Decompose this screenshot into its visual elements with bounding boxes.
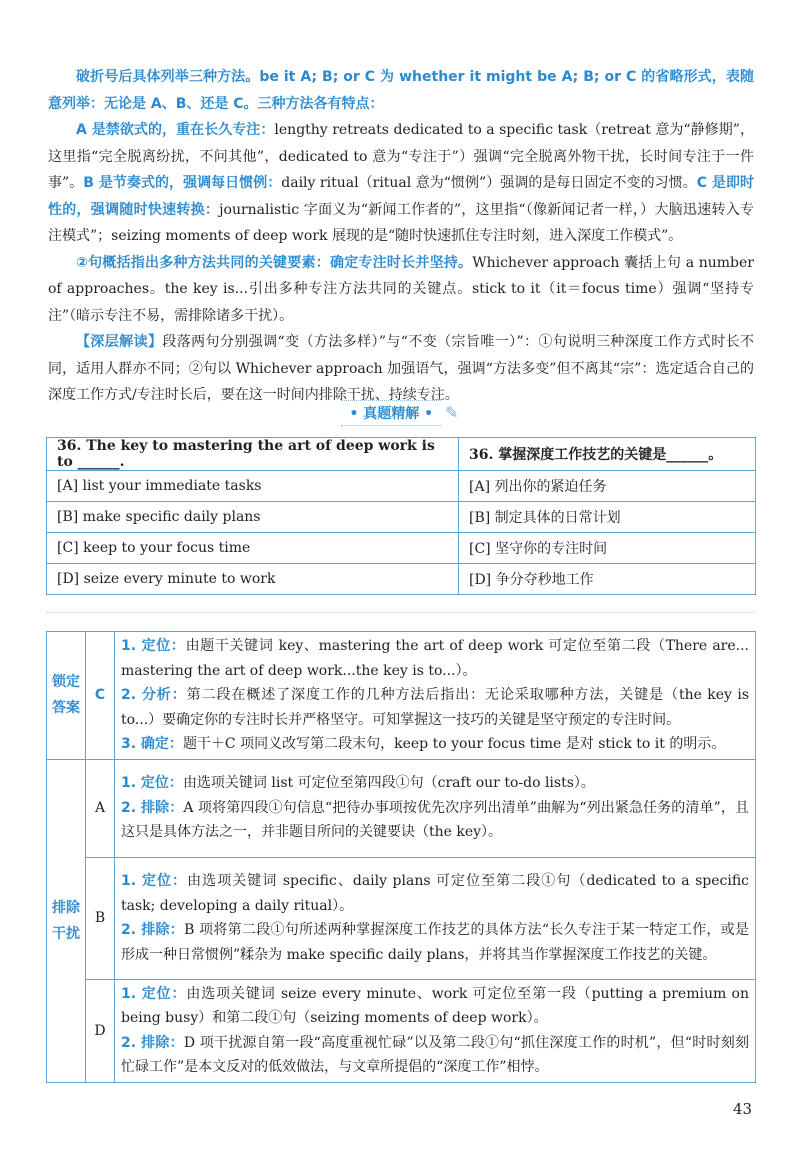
distractor-row (47, 979, 756, 1082)
distractor-letter: A (86, 759, 115, 857)
option-en: [D] seize every minute to work (47, 564, 459, 595)
answer-letter: C (86, 632, 115, 760)
question-stem-zh: 36. 掌握深度工作技艺的关键是______。 (459, 438, 756, 471)
distractor-row (47, 759, 756, 857)
step-text: 题干＋C 项同义改写第二段末句，keep to your focus time 是对 stick to it 的明示。 (182, 736, 726, 752)
option-en: [A] list your immediate tasks (47, 471, 459, 502)
step-text: D 项干扰源自第一段“高度重视忙碌”以及第二段①句“抓住深度工作的时机”，但“时时刻刻忙碌工作”是本文反对的低效做法，与文章所提倡的“深度工作”相悖。 (121, 1034, 750, 1075)
pen-icon: ✎ (445, 403, 459, 422)
option-row (47, 502, 756, 533)
option-zh: [A] 列出你的紧迫任务 (459, 471, 756, 502)
step-text: 由选项关键词 specific、daily plans 可定位至第二段①句（dedicated to a specific task; developing a daily ritual）。 (121, 873, 749, 914)
option-zh: [B] 制定具体的日常计划 (459, 502, 756, 533)
approach-a-label: A 是禁欲式的，重在长久专注： (76, 122, 275, 138)
approach-a-text: lengthy retreats dedicated to a specific task（retreat 意为“静修期”，这里指“完全脱离纷扰，不问其他”，dedicated to 意为“专注于”）强调“完全脱离外物干扰，长时间专注于一件事”。 (48, 122, 754, 191)
deep-reading-label: 【深层解读】 (76, 334, 163, 350)
step-label: 1. 定位： (121, 638, 186, 654)
approach-c-text: journalistic 字面义为“新闻工作者的”，这里指“（像新闻记者一样，）大脑迅速转入专注模式”；seizing moments of deep work 展现的是“随时快速抓住专注时刻，进入深度工作模式”。 (48, 201, 754, 244)
explanation-text (48, 64, 754, 409)
step-text: 由选项关键词 list 可定位至第四段①句（craft our to-do lists）。 (182, 775, 595, 792)
divider (46, 612, 756, 613)
section-heading (0, 400, 800, 426)
distractor-letter: D (86, 979, 115, 1082)
lock-answer-label: 锁定答案 (47, 632, 86, 760)
distractor-content (115, 979, 756, 1082)
intro-paragraph: 破折号后具体列举三种方法。be it A; B; or C 为 whether it might be A; B; or C 的省略形式，表随意列举：无论是 A、B、还是 C。三种方法各有特点： (48, 69, 754, 112)
question-table (46, 437, 756, 595)
approach-b-label: B 是节奏式的，强调每日惯例： (83, 175, 282, 191)
approach-b-text: daily ritual（ritual 意为“惯例”）强调的是每日固定不变的习惯。 (281, 175, 697, 191)
step-label: 2. 排除： (121, 1034, 184, 1051)
step-text: 第二段在概述了深度工作的几种方法后指出：无论采取哪种方法，关键是（the key is to...）要确定你的专注时长并严格坚守。可知掌握这一技巧的关键是坚守预定的专注时间。 (121, 687, 750, 728)
step-text: A 项将第四段①句信息“把待办事项按优先次序列出清单”曲解为“列出紧急任务的清单”，且这只是具体方法之一，并非题目所问的关键要诀（the key）。 (121, 799, 750, 841)
option-en: [B] make specific daily plans (47, 502, 459, 533)
approaches-paragraph (48, 117, 754, 250)
question-stem-row (47, 438, 756, 471)
answer-row (47, 632, 756, 760)
step-label: 2. 分析： (121, 687, 187, 703)
step-label: 2. 排除： (121, 799, 184, 816)
option-row (47, 533, 756, 564)
option-zh: [C] 坚守你的专注时间 (459, 533, 756, 564)
step-label: 1. 定位： (121, 985, 187, 1002)
distractor-letter: B (86, 857, 115, 979)
approach-c-label: C 是即时性的，强调随时快速转换： (48, 175, 754, 218)
option-row (47, 471, 756, 502)
step-text: B 项将第二段①句所述两种掌握深度工作技艺的具体方法“长久专注于某一特定工作，或是形成一种日常惯例”糅杂为 make specific daily plans，并将其当作掌握深度工作技艺的关键。 (121, 922, 749, 963)
step-label: 1. 定位： (121, 873, 188, 889)
page-number: 43 (733, 1100, 753, 1118)
distractor-row (47, 857, 756, 979)
exclude-label: 排除干扰 (47, 759, 86, 1082)
key-element-text: Whichever approach 囊括上句 a number of approaches。the key is...引出多种专注方法共同的关键点。stick to it（it＝focus time）强调“坚持专注”（暗示专注不易，需排除诸多干扰）。 (48, 254, 754, 324)
deep-reading-paragraph (48, 329, 754, 409)
step-label: 3. 确定： (121, 736, 183, 752)
key-element-paragraph (48, 250, 754, 330)
section-title: • 真题精解 • (341, 400, 441, 426)
distractor-content (115, 857, 756, 979)
option-row (47, 564, 756, 595)
step-label: 1. 定位： (121, 775, 183, 792)
distractor-content (115, 759, 756, 857)
question-stem-en: 36. The key to mastering the art of deep work is to ______. (47, 438, 459, 471)
analysis-table (46, 631, 756, 1083)
key-element-label: ②句概括指出多种方法共同的关键要素：确定专注时长并坚持。 (76, 254, 473, 271)
step-label: 2. 排除： (121, 922, 185, 938)
step-text: 由题干关键词 key、mastering the art of deep work 可定位至第二段（There are... mastering the art of deep work...the key is to...）。 (121, 638, 749, 679)
step-text: 由选项关键词 seize every minute、work 可定位至第一段（putting a premium on being busy）和第二段①句（seizing moments of deep work）。 (121, 985, 750, 1026)
option-zh: [D] 争分夺秒地工作 (459, 564, 756, 595)
deep-reading-text: 段落两句分别强调“变（方法多样）”与“不变（宗旨唯一）”：①句说明三种深度工作方式时长不同，适用人群亦不同；②句以 Whichever approach 加强语气，强调“方法多变”但不离其“宗”：选定适合自己的深度工作方式/专注时长后，要在这一时间内排除干扰、持续专注。 (48, 334, 754, 403)
answer-content (115, 632, 756, 760)
option-en: [C] keep to your focus time (47, 533, 459, 564)
